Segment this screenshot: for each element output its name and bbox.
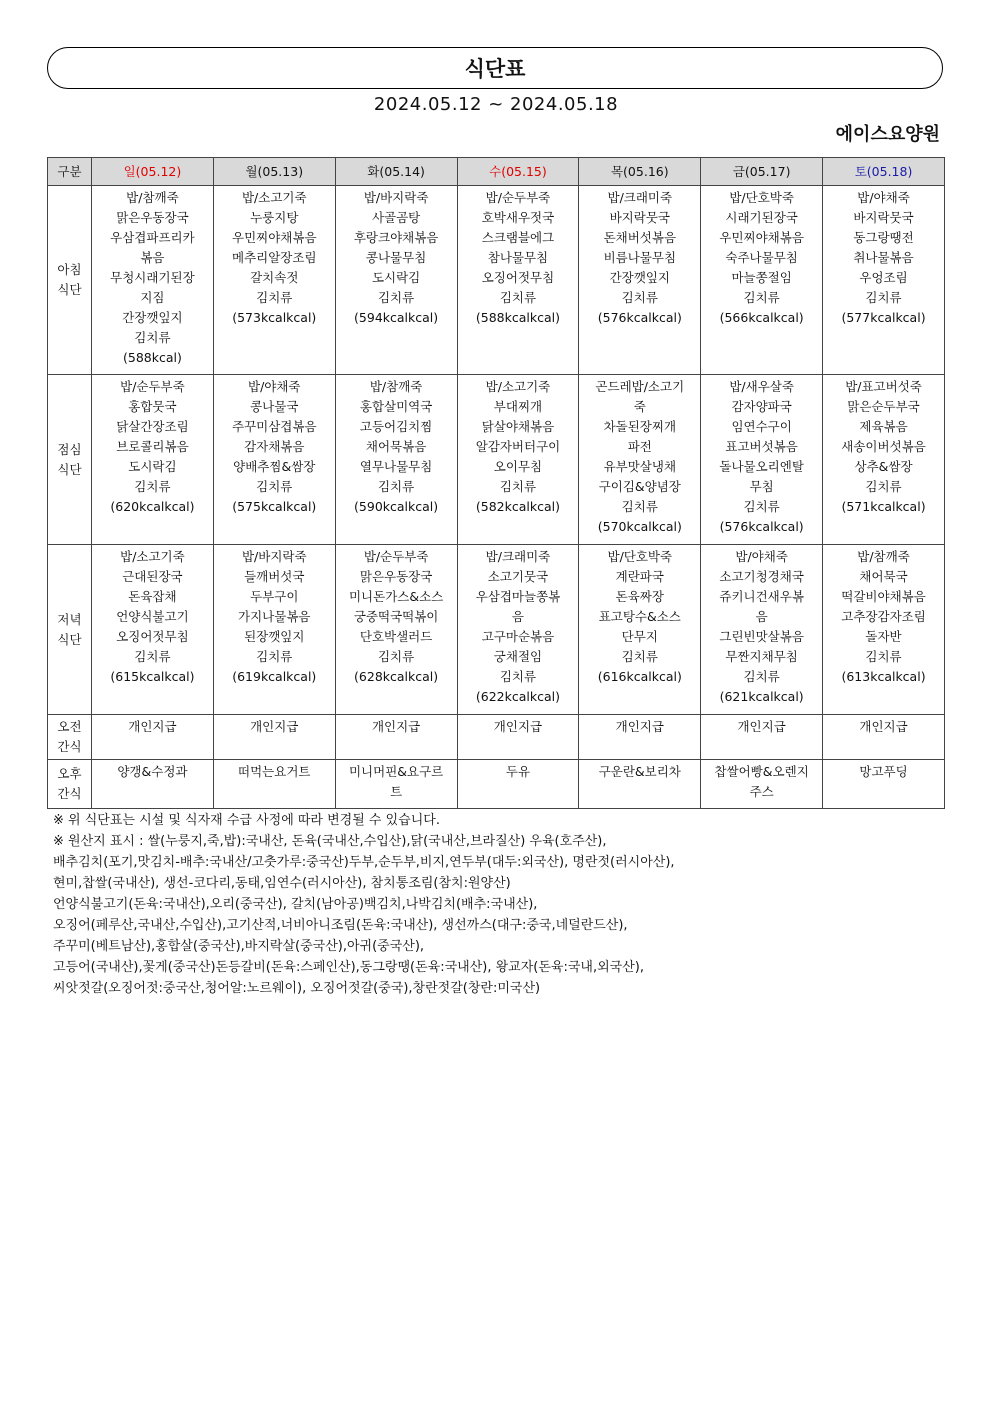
menu-item: 오징어젓무침 xyxy=(481,270,555,285)
menu-item: 상추&쌈장 xyxy=(854,459,913,474)
menu-item: 개인지급 xyxy=(250,719,299,734)
menu-item: 밥/소고기죽 xyxy=(241,190,307,205)
menu-item: (576kcalkcal) xyxy=(597,310,682,325)
menu-item: 간장깻잎지 xyxy=(122,310,183,325)
title-box xyxy=(47,47,943,89)
menu-cell xyxy=(701,760,823,809)
note-line: ※ 원산지 표시 : 쌀(누룽지,죽,밥):국내산, 돈육(국내산,수입산),닭(국내산,브라질산) 우육(호주산), xyxy=(53,834,607,849)
menu-item: 김치류 xyxy=(865,479,902,494)
menu-item: 김치류 xyxy=(865,290,902,305)
header-day: 금(05.17) xyxy=(701,158,823,186)
menu-item: 밥/바지락죽 xyxy=(363,190,429,205)
menu-item: (571kcalkcal) xyxy=(841,499,926,514)
menu-item: 언양식불고기 xyxy=(116,609,189,624)
organization-name: 에이스요양원 xyxy=(835,124,940,145)
menu-item: 밥/바지락죽 xyxy=(241,549,307,564)
menu-cell xyxy=(457,375,579,545)
meal-label-line: 아침 xyxy=(57,262,82,277)
menu-item: 메추리알장조림 xyxy=(232,250,317,265)
meal-row-breakfast xyxy=(48,186,945,375)
menu-item: 동그랑땡전 xyxy=(853,230,914,245)
meal-label xyxy=(48,760,92,809)
menu-item: 우삼겹파프리카 xyxy=(110,230,195,245)
menu-item: 밥/단호박죽 xyxy=(729,190,794,205)
menu-item: 브로콜리볶음 xyxy=(116,439,189,454)
meal-row-pm xyxy=(48,760,945,809)
menu-item: 밥/참깨죽 xyxy=(369,379,423,394)
note-line: 현미,찹쌀(국내산), 생선-코다리,동태,임연수(러시아산), 참치통조림(참치:원양산) xyxy=(53,876,511,891)
menu-item: 후랑크야채볶음 xyxy=(353,230,439,245)
header-day: 월(05.13) xyxy=(213,158,335,186)
menu-item: 김치류 xyxy=(256,290,293,305)
meal-row-lunch xyxy=(48,375,945,545)
menu-item: 소고기뭇국 xyxy=(487,569,549,584)
menu-item: 밥/표고버섯죽 xyxy=(845,379,922,394)
menu-item: 홍합뭇국 xyxy=(128,399,177,414)
menu-cell xyxy=(457,715,579,760)
menu-item: 간장깻잎지 xyxy=(609,270,670,285)
meal-label-line: 간식 xyxy=(57,786,82,801)
menu-item: 누룽지탕 xyxy=(250,210,299,225)
menu-item: 개인지급 xyxy=(737,719,786,734)
meal-label-line: 오후 xyxy=(57,766,82,781)
menu-item: 김치류 xyxy=(499,479,537,494)
menu-item: 구운란&보리차 xyxy=(598,764,681,779)
menu-cell xyxy=(579,715,701,760)
menu-item: 부대찌개 xyxy=(493,399,543,414)
menu-item: 무짠지채무침 xyxy=(725,649,798,664)
menu-item: 돈육잡채 xyxy=(128,589,177,604)
menu-cell xyxy=(335,760,457,809)
menu-item: 망고푸딩 xyxy=(859,764,908,779)
menu-cell xyxy=(701,375,823,545)
menu-item: 닭살야채볶음 xyxy=(481,419,555,434)
menu-item: 채어묵국 xyxy=(859,569,908,584)
menu-item: 콩나물무침 xyxy=(365,250,427,265)
header-day: 수(05.15) xyxy=(457,158,579,186)
menu-item: 우삼겹마늘쫑볶 xyxy=(475,589,561,604)
note-line: 씨앗젓갈(오징어젓:중국산,청어알:노르웨이), 오징어젓갈(중국),창란젓갈(창란:미국산) xyxy=(53,981,541,996)
menu-item: 바지락뭇국 xyxy=(853,210,914,225)
menu-item: 김치류 xyxy=(621,649,658,664)
meal-label xyxy=(48,715,92,760)
menu-cell xyxy=(335,715,457,760)
menu-cell xyxy=(92,375,214,545)
menu-item: 궁중떡국떡볶이 xyxy=(353,609,439,624)
menu-cell xyxy=(823,715,945,760)
menu-item: 개인지급 xyxy=(859,719,908,734)
menu-item: 김치류 xyxy=(377,290,415,305)
menu-item: 궁채절임 xyxy=(493,649,543,664)
menu-item: 곤드레밥/소고기 xyxy=(595,379,685,394)
menu-item: 돈육짜장 xyxy=(615,589,664,604)
header-day: 목(05.16) xyxy=(579,158,701,186)
menu-item: 감자채볶음 xyxy=(244,439,305,454)
menu-cell xyxy=(335,375,457,545)
menu-cell xyxy=(457,186,579,375)
menu-cell xyxy=(92,186,214,375)
menu-item: (570kcalkcal) xyxy=(597,519,682,534)
menu-item: 우민찌야채볶음 xyxy=(719,230,804,245)
menu-item: 밥/순두부죽 xyxy=(485,190,551,205)
menu-cell xyxy=(213,715,335,760)
note-line: 주꾸미(베트남산),홍합살(중국산),바지락살(중국산),아귀(중국산), xyxy=(53,939,425,954)
menu-item: 알감자버터구이 xyxy=(475,439,561,454)
menu-item: 근대된장국 xyxy=(122,569,183,584)
menu-item: 된장깻잎지 xyxy=(244,629,305,644)
menu-item: (576kcalkcal) xyxy=(719,519,804,534)
menu-item: 김치류 xyxy=(621,290,658,305)
menu-item: 찹쌀어빵&오렌지 xyxy=(714,764,809,779)
menu-item: 두부구이 xyxy=(250,589,299,604)
menu-item: 쥬키니건새우볶 xyxy=(719,589,804,604)
note-line: 언양식불고기(돈육:국내산),오리(중국산), 갈치(남아공)백김치,나박김치(배추:국내산), xyxy=(53,897,538,912)
menu-item: 숙주나물무침 xyxy=(725,250,798,265)
menu-item: 김치류 xyxy=(134,479,171,494)
menu-item: 참나물무침 xyxy=(487,250,549,265)
menu-item: 김치류 xyxy=(256,479,293,494)
menu-item: 음 xyxy=(755,609,768,624)
menu-item: 열무나물무침 xyxy=(359,459,433,474)
menu-item: (582kcalkcal) xyxy=(475,499,560,514)
menu-item: 음 xyxy=(511,609,524,624)
menu-item: 양갱&수정과 xyxy=(117,764,188,779)
menu-item: 김치류 xyxy=(865,649,902,664)
menu-item: 밥/소고기죽 xyxy=(485,379,551,394)
menu-item: 고등어김치찜 xyxy=(359,419,433,434)
menu-cell xyxy=(213,375,335,545)
menu-item: 유부맛살냉채 xyxy=(603,459,677,474)
menu-cell xyxy=(213,760,335,809)
table-header-row xyxy=(48,158,945,186)
menu-item: 김치류 xyxy=(377,649,415,664)
menu-item: 소고기청경채국 xyxy=(719,569,804,584)
menu-item: 개인지급 xyxy=(128,719,177,734)
menu-item: 맑은순두부국 xyxy=(847,399,920,414)
menu-cell xyxy=(213,545,335,715)
menu-item: 임연수구이 xyxy=(731,419,792,434)
menu-cell xyxy=(92,760,214,809)
menu-item: 새송이버섯볶음 xyxy=(841,439,926,454)
menu-item: 파전 xyxy=(627,439,652,454)
menu-item: 도시락김 xyxy=(128,459,177,474)
menu-item: 개인지급 xyxy=(493,719,543,734)
menu-item: 밥/순두부죽 xyxy=(120,379,185,394)
menu-item: 김치류 xyxy=(743,669,780,684)
menu-item: 콩나물국 xyxy=(250,399,299,414)
menu-item: 김치류 xyxy=(499,290,537,305)
menu-cell xyxy=(823,760,945,809)
menu-item: 돈채버섯볶음 xyxy=(603,230,677,245)
menu-item: 호박새우젓국 xyxy=(481,210,555,225)
menu-item: 지짐 xyxy=(140,290,165,305)
meal-label xyxy=(48,375,92,545)
menu-item: 김치류 xyxy=(377,479,415,494)
menu-cell xyxy=(701,545,823,715)
menu-item: 맑은우동장국 xyxy=(359,569,433,584)
menu-item: 취나물볶음 xyxy=(853,250,914,265)
menu-item: 시래기된장국 xyxy=(725,210,798,225)
menu-cell xyxy=(579,375,701,545)
menu-cell xyxy=(335,186,457,375)
menu-item: 밥/소고기죽 xyxy=(120,549,185,564)
menu-item: (588kcalkcal) xyxy=(475,310,560,325)
menu-item: 단무지 xyxy=(621,629,658,644)
meal-label-line: 식단 xyxy=(57,631,82,647)
menu-item: (566kcalkcal) xyxy=(719,310,804,325)
menu-item: 돌자반 xyxy=(865,629,902,644)
menu-item: 가지나물볶음 xyxy=(238,609,311,624)
menu-cell xyxy=(213,186,335,375)
menu-item: 밥/새우살죽 xyxy=(729,379,794,394)
menu-item: (575kcalkcal) xyxy=(232,499,317,514)
meal-label-line: 식단 xyxy=(57,461,82,477)
menu-item: 밥/크래미죽 xyxy=(485,549,551,564)
menu-cell xyxy=(92,545,214,715)
menu-cell xyxy=(701,715,823,760)
menu-table xyxy=(47,157,945,809)
menu-item: 김치류 xyxy=(499,669,537,684)
menu-item: 돌나물오리엔탈 xyxy=(719,459,804,474)
meal-label-line: 점심 xyxy=(57,441,82,457)
menu-item: 밥/야채죽 xyxy=(248,379,301,394)
menu-item: 비름나물무침 xyxy=(603,250,677,265)
menu-item: (588kcal) xyxy=(122,350,182,365)
menu-item: 오이무침 xyxy=(493,459,543,474)
menu-item: 스크램블에그 xyxy=(481,230,555,245)
menu-item: 미니머핀&요구르 xyxy=(348,764,444,779)
menu-cell xyxy=(457,545,579,715)
menu-item: 바지락뭇국 xyxy=(609,210,670,225)
menu-cell xyxy=(823,545,945,715)
menu-cell xyxy=(92,715,214,760)
menu-item: 김치류 xyxy=(134,649,171,664)
header-category: 구분 xyxy=(48,158,92,186)
menu-item: 밥/순두부죽 xyxy=(363,549,429,564)
menu-item: 김치류 xyxy=(621,499,658,514)
menu-cell xyxy=(701,186,823,375)
menu-cell xyxy=(335,545,457,715)
menu-item: 우민찌야채볶음 xyxy=(232,230,317,245)
menu-item: 미니돈가스&소스 xyxy=(348,589,444,604)
meal-label-line: 식단 xyxy=(57,282,82,297)
menu-item: 맑은우동장국 xyxy=(116,210,189,225)
menu-item: 김치류 xyxy=(743,499,780,514)
menu-item: 무침 xyxy=(749,479,774,494)
menu-item: 단호박샐러드 xyxy=(359,629,433,644)
menu-item: 밥/단호박죽 xyxy=(607,549,673,564)
menu-item: 밥/참깨죽 xyxy=(126,190,179,205)
menu-item: 죽 xyxy=(633,399,646,414)
page-title: 식단표 xyxy=(464,57,526,81)
menu-item: 밥/참깨죽 xyxy=(857,549,910,564)
note-line: ※ 위 식단표는 시설 및 식자재 수급 사정에 따라 변경될 수 있습니다. xyxy=(53,813,440,828)
menu-item: 고추장감자조림 xyxy=(841,609,926,624)
notes xyxy=(53,810,953,999)
menu-item: 김치류 xyxy=(743,290,780,305)
menu-item: 도시락김 xyxy=(371,270,421,285)
meal-label-line: 저녁 xyxy=(57,611,82,627)
meal-label-line: 간식 xyxy=(57,739,82,754)
menu-item: 볶음 xyxy=(140,250,165,265)
header-day: 화(05.14) xyxy=(335,158,457,186)
menu-item: (615kcalkcal) xyxy=(110,669,195,684)
meal-label-line: 오전 xyxy=(57,719,82,734)
menu-item: 김치류 xyxy=(256,649,293,664)
menu-item: (594kcalkcal) xyxy=(354,310,439,325)
note-line: 배추김치(포기,맛김치-배추:국내산/고춧가루:중국산)두부,순두부,비지,연두부(대두:외국산), 명란젓(러시아산), xyxy=(53,855,675,870)
menu-item: 그린빈맛살볶음 xyxy=(719,629,804,644)
menu-item: 밥/야채죽 xyxy=(857,190,910,205)
note-line: 오징어(페루산,국내산,수입산),고기산적,너비아니조림(돈육:국내산), 생선까스(대구:중국,네덜란드산), xyxy=(53,918,628,933)
menu-item: 밥/야채죽 xyxy=(735,549,788,564)
menu-item: (577kcalkcal) xyxy=(841,310,926,325)
header-day: 일(05.12) xyxy=(92,158,214,186)
menu-cell xyxy=(823,186,945,375)
menu-cell xyxy=(823,375,945,545)
menu-item: 양배추찜&쌈장 xyxy=(233,459,316,474)
menu-period: 2024.05.12 ~ 2024.05.18 xyxy=(373,94,619,115)
meal-row-am xyxy=(48,715,945,760)
menu-item: 두유 xyxy=(505,764,531,779)
menu-item: 표고탕수&소스 xyxy=(598,609,681,624)
menu-item: 오징어젓무침 xyxy=(116,629,189,644)
meal-row-dinner xyxy=(48,545,945,715)
menu-item: 떡갈비야채볶음 xyxy=(841,589,926,604)
note-line: 고등어(국내산),꽃게(중국산)돈등갈비(돈육:스페인산),동그랑땡(돈육:국내산), 왕교자(돈육:국내,외국산), xyxy=(53,960,644,975)
menu-item: 홍합살미역국 xyxy=(359,399,433,414)
menu-item: (613kcalkcal) xyxy=(841,669,926,684)
menu-item: (628kcalkcal) xyxy=(354,669,439,684)
menu-item: 구이김&양념장 xyxy=(598,479,681,494)
menu-cell xyxy=(579,545,701,715)
menu-item: 사골곰탕 xyxy=(371,210,421,225)
menu-item: 차돌된장찌개 xyxy=(603,419,677,434)
menu-item: 제육볶음 xyxy=(859,419,908,434)
menu-item: 계란파국 xyxy=(615,569,664,584)
menu-item: 트 xyxy=(390,784,403,799)
menu-item: 주스 xyxy=(749,784,774,799)
meal-label xyxy=(48,186,92,375)
header-day: 토(05.18) xyxy=(823,158,945,186)
menu-body xyxy=(48,186,945,809)
meal-label xyxy=(48,545,92,715)
menu-item: (620kcalkcal) xyxy=(110,499,195,514)
menu-item: 채어묵볶음 xyxy=(365,439,427,454)
menu-item: 우엉조림 xyxy=(859,270,908,285)
menu-item: 표고버섯볶음 xyxy=(725,439,798,454)
menu-cell xyxy=(579,760,701,809)
menu-item: (616kcalkcal) xyxy=(597,669,682,684)
menu-item: 김치류 xyxy=(134,330,171,345)
menu-item: 마늘쫑절임 xyxy=(731,270,792,285)
menu-item: 개인지급 xyxy=(615,719,664,734)
menu-cell xyxy=(457,760,579,809)
menu-item: 닭살간장조림 xyxy=(116,419,189,434)
menu-item: 무청시래기된장 xyxy=(110,270,195,285)
menu-item: (573kcalkcal) xyxy=(232,310,317,325)
menu-item: 떠먹는요거트 xyxy=(238,764,311,779)
menu-item: (590kcalkcal) xyxy=(354,499,439,514)
menu-item: 갈치속젓 xyxy=(250,270,299,285)
menu-item: 주꾸미삼겹볶음 xyxy=(232,419,317,434)
menu-item: 감자양파국 xyxy=(731,399,792,414)
menu-item: 개인지급 xyxy=(371,719,421,734)
menu-item: (621kcalkcal) xyxy=(719,689,804,704)
menu-item: 밥/크래미죽 xyxy=(607,190,673,205)
menu-item: (622kcalkcal) xyxy=(475,689,560,704)
menu-item: 들깨버섯국 xyxy=(244,569,305,584)
menu-item: (619kcalkcal) xyxy=(232,669,317,684)
menu-cell xyxy=(579,186,701,375)
menu-item: 고구마순볶음 xyxy=(481,629,555,644)
